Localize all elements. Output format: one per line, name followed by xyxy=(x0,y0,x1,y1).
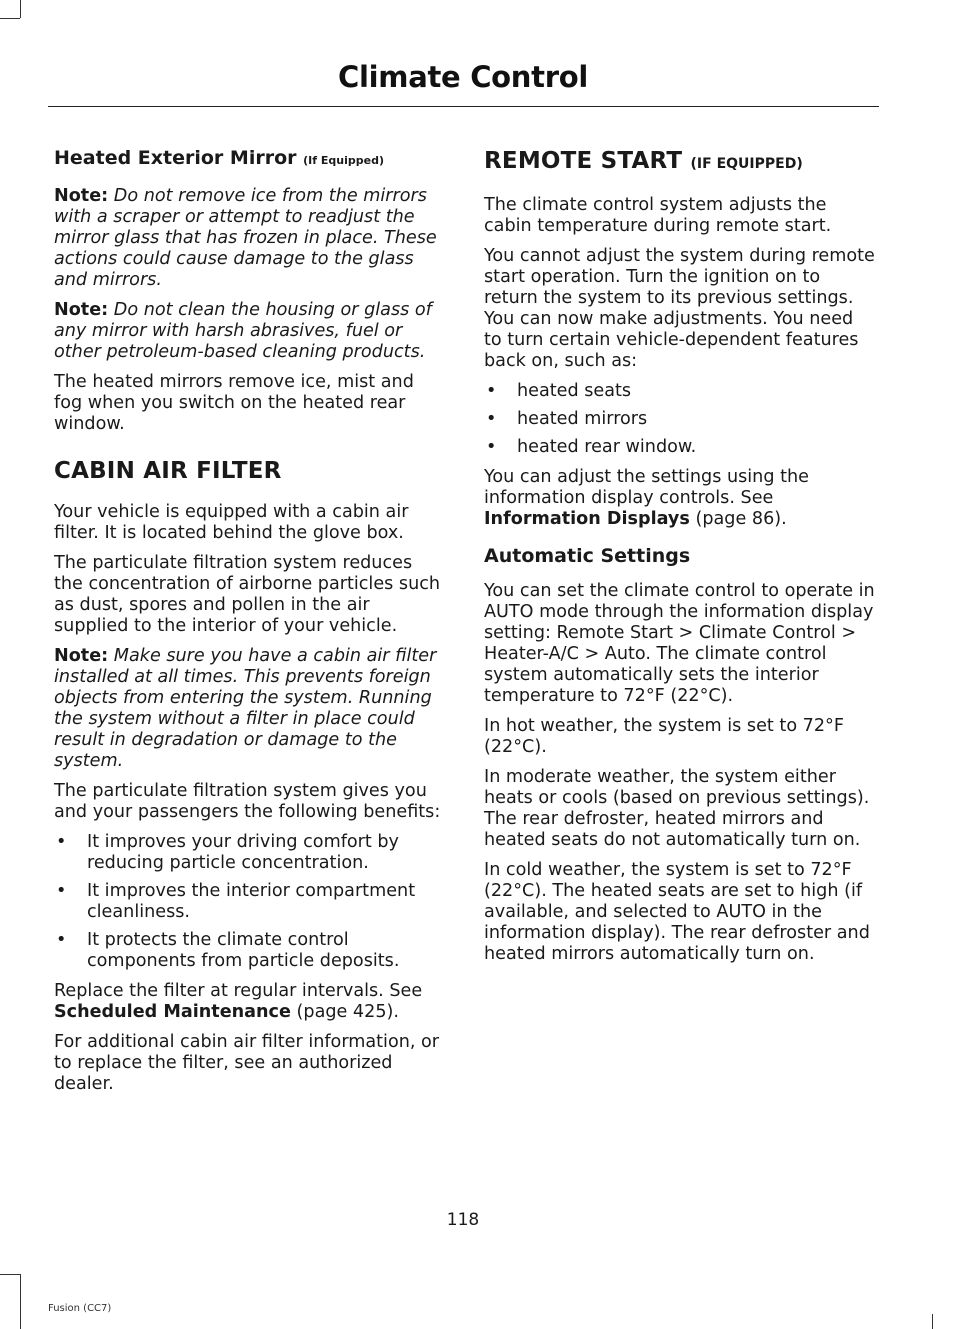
list-item xyxy=(54,881,446,923)
additional-info-paragraph: For additional cabin air filter information, or to replace the filter, see an authorized dealer. xyxy=(54,1032,440,1094)
note-mirror-cleaning xyxy=(54,300,446,363)
automatic-settings-heading: Automatic Settings xyxy=(484,545,691,567)
left-column xyxy=(54,146,446,1104)
information-displays-link[interactable]: Information Displays xyxy=(484,509,690,529)
list-item-text: heated rear window. xyxy=(517,437,697,457)
crop-mark xyxy=(20,0,21,18)
note-label: Note: xyxy=(54,186,109,206)
page-reference: (page 425). xyxy=(296,1002,399,1022)
model-footer: Fusion (CC7) xyxy=(48,1303,112,1314)
note-label: Note: xyxy=(54,300,109,320)
bullet-icon: • xyxy=(486,409,497,429)
note-text: Make sure you have a cabin air filter installed at all times. This prevents foreign objects from entering the system. Running the system without a filter in place could result in degradation or damage to the system. xyxy=(54,646,437,771)
list-item xyxy=(54,832,446,874)
replace-filter-text: Replace the filter at regular intervals. See xyxy=(54,981,423,1001)
title-divider xyxy=(48,106,879,107)
scheduled-maintenance-link[interactable]: Scheduled Maintenance xyxy=(54,1002,291,1022)
right-column xyxy=(484,146,876,974)
crop-mark xyxy=(932,1314,933,1329)
remote-start-heading-text: REMOTE START xyxy=(484,148,683,174)
auto-paragraph-3: In moderate weather, the system either heats or cools (based on previous settings). The rear defroster, heated mirrors and heated seats do not automatically turn on. xyxy=(484,767,870,850)
crop-mark xyxy=(0,1274,20,1275)
bullet-icon: • xyxy=(486,437,497,457)
filter-paragraph-1: Your vehicle is equipped with a cabin air filter. It is located behind the glove box. xyxy=(54,502,409,543)
list-item-text: It improves your driving comfort by reducing particle concentration. xyxy=(87,832,399,873)
benefits-list xyxy=(54,832,446,972)
list-item xyxy=(484,409,876,430)
replace-filter-paragraph xyxy=(54,981,446,1023)
filter-paragraph-2: The particulate filtration system reduces the concentration of airborne particles such as dust, spores and pollen in the air supplied to the interior of your vehicle. xyxy=(54,553,441,636)
bullet-icon: • xyxy=(486,381,497,401)
list-item-text: heated seats xyxy=(517,381,632,401)
heated-mirror-paragraph: The heated mirrors remove ice, mist and fog when you switch on the heated rear window. xyxy=(54,372,414,434)
heated-mirror-heading xyxy=(54,146,446,173)
heated-mirror-heading-qualifier: (If Equipped) xyxy=(303,154,384,167)
list-item xyxy=(484,381,876,402)
page-title: Climate Control xyxy=(338,60,588,94)
adjust-settings-text: You can adjust the settings using the information display controls. See xyxy=(484,467,809,508)
list-item xyxy=(484,437,876,458)
list-item-text: It protects the climate control components from particle deposits. xyxy=(87,930,400,971)
bullet-icon: • xyxy=(56,832,67,852)
remote-paragraph-2: You cannot adjust the system during remote start operation. Turn the ignition on to return the system to its previous settings. You can now make adjustments. You need to turn certain vehicle-dependent features back on, such as: xyxy=(484,246,875,371)
adjust-settings-paragraph xyxy=(484,467,876,530)
list-item-text: It improves the interior compartment cleanliness. xyxy=(87,881,416,922)
page-number: 118 xyxy=(446,1210,480,1230)
remote-start-heading-qualifier: (IF EQUIPPED) xyxy=(690,156,803,172)
note-label: Note: xyxy=(54,646,109,666)
note-text: Do not clean the housing or glass of any mirror with harsh abrasives, fuel or other petroleum-based cleaning products. xyxy=(54,300,432,362)
auto-paragraph-1: You can set the climate control to operate in AUTO mode through the information display setting: Remote Start > Climate Control > Heater-A/C > Auto. The climate control system automatically sets the interior temperature to 72°F (22°C). xyxy=(484,581,875,706)
remote-start-heading xyxy=(484,146,876,179)
heated-mirror-heading-text: Heated Exterior Mirror xyxy=(54,147,297,169)
auto-paragraph-2: In hot weather, the system is set to 72°F (22°C). xyxy=(484,716,844,757)
auto-paragraph-4: In cold weather, the system is set to 72°F (22°C). The heated seats are set to high (if available, and selected to AUTO in the information display). The rear defroster and heated mirrors automatically turn on. xyxy=(484,860,870,964)
list-item-text: heated mirrors xyxy=(517,409,648,429)
note-filter-installed xyxy=(54,646,446,772)
crop-mark xyxy=(0,18,20,19)
list-item xyxy=(54,930,446,972)
remote-paragraph-1: The climate control system adjusts the cabin temperature during remote start. xyxy=(484,195,832,236)
bullet-icon: • xyxy=(56,881,67,901)
crop-mark xyxy=(20,1274,21,1329)
features-list xyxy=(484,381,876,458)
page-reference: (page 86). xyxy=(695,509,787,529)
bullet-icon: • xyxy=(56,930,67,950)
cabin-air-filter-heading: CABIN AIR FILTER xyxy=(54,458,282,484)
filter-paragraph-3: The particulate filtration system gives you and your passengers the following benefits: xyxy=(54,781,441,822)
note-mirror-ice xyxy=(54,186,446,291)
note-text: Do not remove ice from the mirrors with a scraper or attempt to readjust the mirror glass that has frozen in place. These actions could cause damage to the glass and mirrors. xyxy=(54,186,437,290)
